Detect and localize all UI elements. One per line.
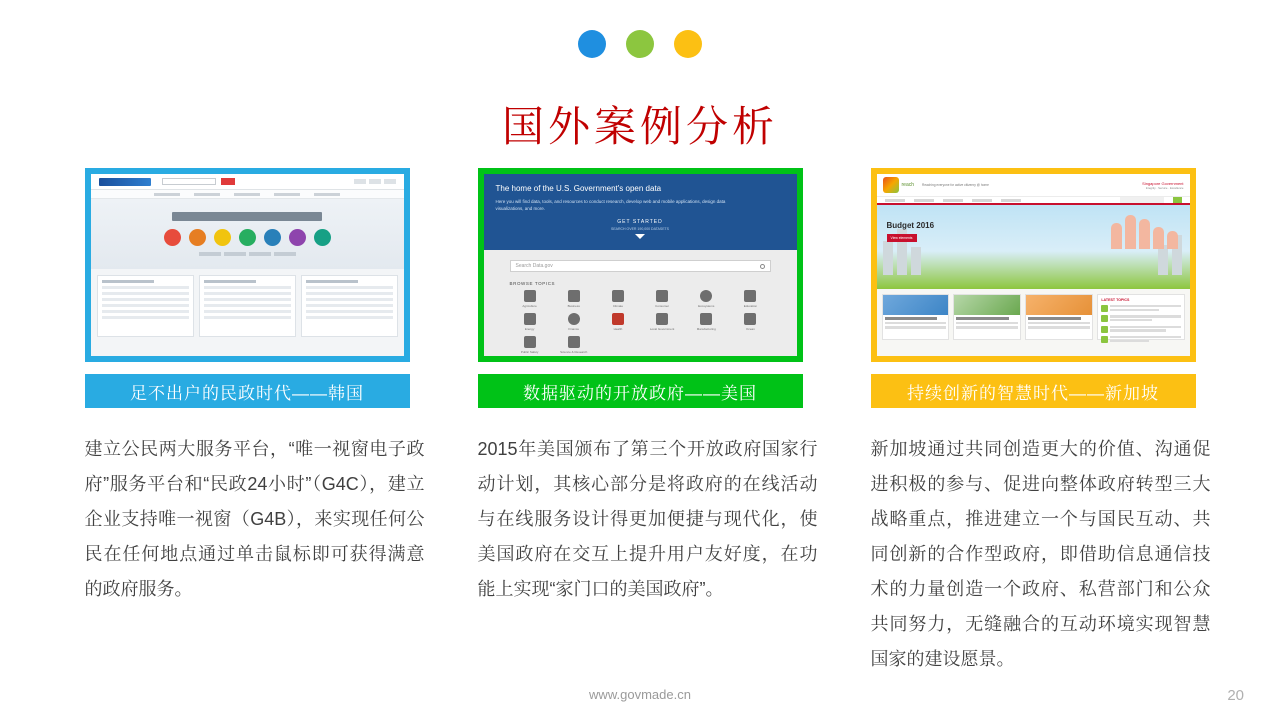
usa-mock-search-input [510,260,771,272]
sg-mock-latest-title: LATEST TOPICS [1101,298,1130,302]
topic-label: Business [567,304,580,308]
usa-caption: 数据驱动的开放政府——美国 [478,374,803,408]
case-column-singapore [870,168,1211,695]
topic-label: Ocean [745,327,755,331]
topic-label: Public Safety [520,350,539,354]
usa-datagov-website-screenshot [478,168,803,362]
singapore-gov-website-screenshot [871,168,1196,362]
usa-mock-hero-title: The home of the U.S. Government's open data [495,184,662,193]
topic-label: Finance [568,327,580,331]
singapore-caption: 持续创新的智慧时代——新加坡 [871,374,1196,408]
topic-label: Climate [612,304,623,308]
down-arrow-icon [635,234,645,239]
case-columns [0,168,1280,695]
sg-mock-hero-button: View elements [887,234,917,242]
topic-label: Education [743,304,758,308]
page-title: 国外案例分析 [501,102,778,152]
dot-green-icon [626,30,654,58]
sg-mock-gov-line1: Singapore Government [1142,180,1184,186]
header-dots [0,30,1280,58]
dot-yellow-icon [674,30,702,58]
topic-label: Manufacturing [696,327,716,331]
korea-caption: 足不出户的民政时代——韩国 [85,374,410,408]
sg-mock-hero-title: Budget 2016 [886,221,935,230]
reach-logo-icon [883,177,899,193]
usa-mock-search-placeholder: Search Data.gov [515,263,553,269]
topic-label: Energy [524,327,535,331]
sg-mock-gov-line2: Integrity · Service · Excellence [1145,185,1184,190]
topic-label: Science & Research [560,350,588,354]
korea-gov-website-screenshot [85,168,410,362]
topic-label: Ecosystems [698,304,715,308]
case-column-usa [477,168,818,695]
usa-body-text: 2015年美国颁布了第三个开放政府国家行动计划，其核心部分是将政府的在线活动与在线服务设计得更加便捷与现代化，使美国政府在交互上提升用户友好度，在功能上实现“家门口的美国政府”。 [477,439,818,599]
dot-blue-icon [578,30,606,58]
usa-mock-get-started: GET STARTED [617,219,663,225]
footer-url: www.govmade.cn [589,687,691,702]
page-number: 20 [1227,687,1244,704]
usa-mock-topic-grid [510,290,771,354]
sg-mock-brand: reach [901,182,915,188]
topic-label: Local Government [649,327,675,331]
topic-label: Health [613,327,623,331]
case-column-korea [84,168,425,695]
search-icon [760,264,765,269]
topic-label: Agriculture [522,304,537,308]
sg-mock-tagline: Reaching everyone for active citizenry @ home [922,182,989,187]
topic-label: Consumer [655,304,669,308]
singapore-body-text: 新加坡通过共同创造更大的价值、沟通促进积极的参与、促进向整体政府转型三大战略重点，推进建立一个与国民互动、共同创新的合作型政府，即借助信息通信技术的力量创造一个政府、私营部门和公众共同努力，无缝融合的互动环境实现智慧国家的建设愿景。 [870,439,1211,669]
korea-body-text: 建立公民两大服务平台，“唯一视窗电子政府”服务平台和“民政24小时”（G4C），建立企业支持唯一视窗（G4B），来实现任何公民在任何地点通过单击鼠标即可获得满意的政府服务。 [84,439,425,599]
usa-mock-get-started-sub: SEARCH OVER 190,000 DATASETS [610,227,670,231]
usa-mock-hero-desc: Here you will find data, tools, and resources to conduct research, develop web and mobile applications, design data visualizations, and more. [495,199,726,211]
usa-mock-browse-label: BROWSE TOPICS [509,281,556,286]
